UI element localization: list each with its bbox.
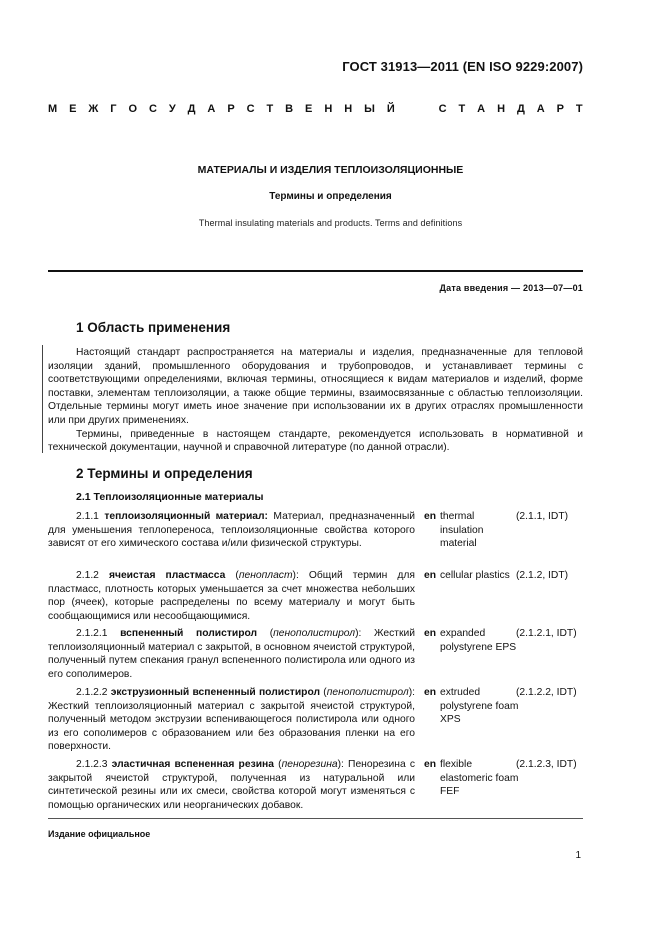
section2-1-heading: 2.1 Теплоизоляционные материалы: [76, 491, 264, 503]
term-definition: [48, 510, 415, 551]
banner-letter: Н: [497, 103, 506, 115]
term-definition: 2.1.2.3 эластичная вспененная резина (пенорезина): Пенорезина с закрытой ячеистой структурой, полученная из натуральной или синтетической резины или их смеси, свойства которой могут изменяться с помощью органических или неорганических добавок.: [48, 759, 415, 811]
banner-letter: Н: [324, 103, 333, 115]
banner-letter: Й: [386, 103, 395, 115]
term-name: ячеистая пластмасса: [108, 570, 226, 581]
term-definition-text: Материал, предназначенный для уменьшения теплопереноса, теплоизоляционные свойства которого зависят от его химического состава и/или физической структуры.: [48, 511, 416, 550]
english-title: Thermal insulating materials and products. Terms and definitions: [198, 218, 463, 228]
term-synonym: пенополистирол: [273, 628, 356, 639]
iso-reference: (2.1.2, IDT): [516, 570, 569, 581]
banner-letter: Ж: [88, 103, 99, 115]
banner-letter: А: [207, 103, 216, 115]
term-number: 2.1.1: [76, 511, 105, 522]
term-number: 2.1.2.2: [76, 687, 111, 698]
english-equivalent: [424, 510, 520, 551]
english-term: cellular plastics: [440, 570, 510, 581]
banner-letter: Д: [187, 103, 196, 115]
term-synonym: пенопласт: [238, 570, 293, 581]
language-code: en: [424, 570, 437, 581]
iso-reference: (2.1.1, IDT): [516, 511, 569, 522]
banner-letter: В: [285, 103, 294, 115]
page-number: 1: [575, 850, 581, 861]
banner-letter: Ы: [364, 103, 375, 115]
language-code: en: [424, 759, 437, 770]
english-term: flexible elastomeric foam FEF: [440, 759, 519, 798]
banner-letter: Н: [344, 103, 353, 115]
banner-letter: Т: [266, 103, 274, 115]
term-definition-text: Жесткий теплоизоляционный материал с закрытой, в основном ячеистой структурой, полученный путем спекания гранул вспененного полистирола или одного из его сополимеров.: [48, 628, 416, 680]
scope-paragraph-2: Термины, приведенные в настоящем стандарте, рекомендуется использовать в нормативной и технической документации, научной и справочной литературе (по данной отрасли).: [48, 428, 583, 454]
official-edition-label: Издание официальное: [48, 829, 151, 839]
banner-letter: Г: [110, 103, 117, 115]
term-number: 2.1.2.1: [76, 628, 121, 639]
banner-letter: Т: [458, 103, 466, 115]
header-divider: [48, 270, 583, 272]
term-synonym: пенорезина: [281, 759, 338, 770]
banner-letter: У: [168, 103, 176, 115]
term-definition: 2.1.2.2 экструзионный вспененный полистирол (пенополистирол): Жесткий теплоизоляционный материал с закрытой ячеистой структурой, полученный методом экструзии вспенивающегося полистирола или одного из его сополимеров с образованием или без образования пленки на его поверхности.: [48, 687, 415, 753]
change-marker-bar: [42, 345, 43, 453]
footer-divider: [48, 818, 583, 819]
document-subtitle: Термины и определения: [269, 191, 392, 202]
banner-letter: Р: [227, 103, 235, 115]
document-title: МАТЕРИАЛЫ И ИЗДЕЛИЯ ТЕПЛОИЗОЛЯЦИОННЫЕ: [197, 164, 464, 176]
section1-heading: 1 Область применения: [76, 320, 231, 335]
term-name: эластичная вспененная резина: [111, 759, 274, 770]
banner-letter: Е: [305, 103, 313, 115]
term-name: вспененный полистирол: [120, 628, 258, 639]
term-definition-text: Жесткий теплоизоляционный материал с закрытой ячеистой структурой, полученный методом экструзии вспенивающегося полистирола или одного из его сополимеров с образованием или без образования пленки на его поверхности.: [48, 700, 415, 753]
term-definition-text: Пенорезина с закрытой ячеистой структурой, полученная из натуральной или синтетической резины или их смеси, свойства которой могут изменяться с помощью органических или неорганических добавок.: [48, 759, 415, 811]
effective-date: Дата введения — 2013—07—01: [439, 283, 583, 293]
banner-gap: [407, 103, 427, 115]
term-definition: 2.1.2 ячеистая пластмасса (пенопласт): Общий термин для пластмасс, плотность которых уменьшается за счет множества небольших пор (ячеек), которые распределены по всему материалу и могут быть сообщающимися или несообщающимися.: [48, 570, 416, 622]
english-equivalent: [424, 758, 520, 799]
english-equivalent: [424, 569, 520, 583]
section1-body: [48, 346, 583, 455]
english-term: thermal insulation material: [440, 511, 484, 550]
iso-reference: (2.1.2.1, IDT): [516, 628, 577, 639]
term-name: экструзионный вспененный полистирол: [110, 687, 321, 698]
banner-letter: А: [536, 103, 545, 115]
banner-letter: Р: [556, 103, 564, 115]
english-term: extruded polystyrene foam XPS: [440, 687, 519, 726]
interstate-standard-banner: [48, 103, 583, 115]
banner-letter: С: [246, 103, 255, 115]
language-code: en: [424, 511, 437, 522]
standard-code: ГОСТ 31913—2011 (EN ISO 9229:2007): [342, 59, 583, 74]
term-number: 2.1.2: [76, 570, 109, 581]
iso-reference: (2.1.2.3, IDT): [516, 759, 577, 770]
banner-letter: А: [477, 103, 486, 115]
banner-letter: М: [48, 103, 58, 115]
banner-letter: Т: [575, 103, 583, 115]
banner-letter: С: [148, 103, 157, 115]
term-definition-text: Общий термин для пластмасс, плотность которых уменьшается за счет множества небольших пор (ячеек), которые распределены по всему материалу и могут быть сообщающимися или несообщающимися.: [48, 570, 416, 622]
english-equivalent: [424, 627, 520, 654]
scope-paragraph-1: Настоящий стандарт распространяется на материалы и изделия, предназначенные для тепловой изоляции зданий, промышленного оборудования и трубопроводов, и устанавливает термины с соответствующими определениями, включая термины, относящиеся к видам материалов и изделий, форме поставки, элементам теплоизоляции, а также общие термины, взаимосвязанные с областью теплоизоляции. Отдельные термины могут иметь иное значение при использовании их в других отраслях промышленности или при других применениях.: [48, 347, 583, 426]
banner-letter: Е: [69, 103, 77, 115]
banner-letter: О: [128, 103, 138, 115]
language-code: en: [424, 628, 437, 639]
term-synonym: пенополистирол: [326, 687, 409, 698]
term-number: 2.1.2.3: [76, 759, 112, 770]
term-definition: 2.1.2.1 вспененный полистирол (пенополистирол): Жесткий теплоизоляционный материал с закрытой, в основном ячеистой структурой, полученный путем спекания гранул вспененного полистирола или одного из его сополимеров.: [48, 628, 416, 680]
section2-heading: 2 Термины и определения: [76, 466, 253, 481]
term-name: теплоизоляционный материал:: [104, 511, 268, 522]
banner-letter: Д: [516, 103, 525, 115]
iso-reference: (2.1.2.2, IDT): [516, 687, 577, 698]
english-equivalent: [424, 686, 520, 727]
language-code: en: [424, 687, 437, 698]
banner-letter: С: [438, 103, 447, 115]
english-term: expanded polystyrene EPS: [440, 628, 517, 653]
